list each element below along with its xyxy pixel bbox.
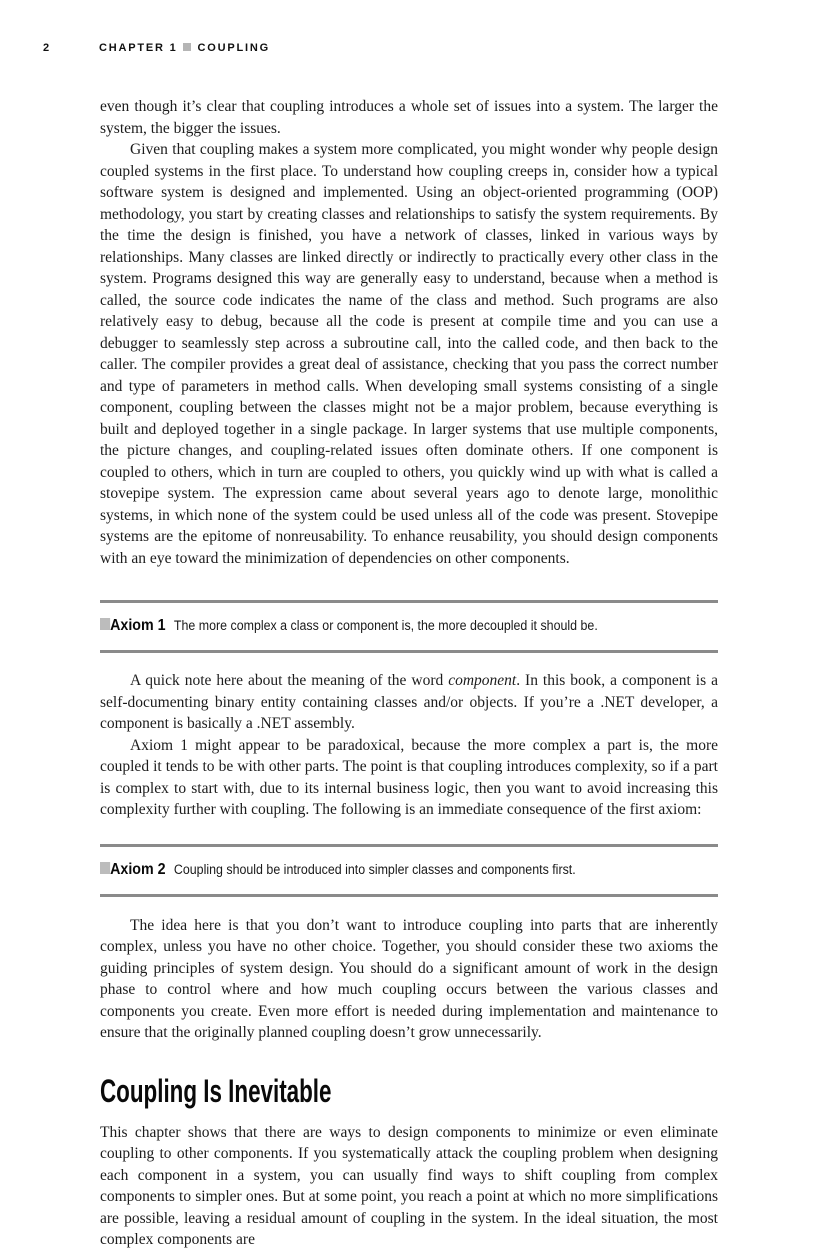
paragraph-chapter: This chapter shows that there are ways to design components to minimize or even eliminate coupling to other components. If you systematically attack the coupling problem when designing each component in a system, you can usually find ways to shift coupling from complex components to simpler ones. But at some point, you reach a point at which no more simplifications are possible, leaving a residual amount of coupling in the system. In the ideal situation, the most complex components are: [100, 1123, 718, 1248]
square-separator-icon: [183, 43, 191, 51]
axiom-square-icon: [100, 862, 110, 874]
chapter-label: CHAPTER 1: [99, 42, 178, 54]
axiom-1-text: The more complex a class or component is, the more decoupled it should be.: [173, 618, 598, 633]
paragraph-paradox: Axiom 1 might appear to be paradoxical, because the more complex a part is, the more coupled it tends to be with other parts. The point is that coupling introduces complexity, so if a part is complex to start with, due to its internal business logic, then you want to avoid increasing this complexity further with coupling. The following is an immediate consequence of the first axiom:: [100, 736, 718, 818]
axiom-1-label: Axiom 1: [110, 617, 166, 634]
text-column: [100, 96, 718, 1251]
section-heading: Coupling Is Inevitable: [100, 1072, 332, 1109]
paragraph-given: Given that coupling makes a system more complicated, you might wonder why people design coupled systems in the first place. To understand how coupling creeps in, consider how a typical software system is designed and implemented. Using an object-oriented programming (OOP) methodology, you start by creating classes and relationships to satisfy the system requirements. By the time the design is finished, you have a network of classes, linked in various ways by relationships. Many classes are linked directly or indirectly to practically every other class in the system. Programs designed this way are generally easy to understand, because when a method is called, the source code indicates the name of the class and method. Such programs are also relatively easy to debug, because all the code is present at compile time and you can use a debugger to seamlessly step across a subroutine call, into the called code, and then back to the caller. The compiler provides a great deal of assistance, checking that you pass the correct number and type of parameters in method calls. When developing small systems consisting of a single component, coupling between the classes might not be a major problem, because everything is built and deployed together in a single package. In larger systems that use multiple components, the picture changes, and coupling-related issues often dominate others. If one component is coupled to others, which in turn are coupled to others, you quickly wind up with what is called a stovepipe system. The expression came about several years ago to denote large, monolithic systems, in which none of the system could be used unless all of the code was present. Stovepipe systems are the epitome of nonreusability. To enhance reusability, you should design components with an eye toward the minimization of dependencies on other components.: [100, 141, 718, 567]
paragraph-note: [100, 670, 718, 735]
axiom-2-box: [100, 844, 718, 897]
book-title-label: COUPLING: [197, 42, 271, 54]
axiom-1-line: [100, 603, 718, 650]
page-number: 2: [43, 42, 51, 54]
chapter-header: [99, 42, 270, 54]
axiom-2-text: Coupling should be introduced into simpler classes and components first.: [173, 861, 576, 877]
paragraph-note-post: . In this book, a component is a self-documenting binary entity containing classes and/or objects. If you’re a .NET developer, a component is basically a .NET assembly.: [100, 672, 718, 732]
rule-bottom: [100, 650, 718, 653]
axiom-square-icon: [100, 618, 110, 630]
axiom-2-line: [100, 847, 718, 894]
axiom-2-label: Axiom 2: [110, 860, 166, 878]
paragraph-note-emphasis: component: [448, 672, 517, 689]
axiom-1-box: [100, 600, 718, 653]
rule-bottom: [100, 894, 718, 897]
paragraph-note-pre: A quick note here about the meaning of the word: [130, 672, 449, 689]
paragraph-idea: The idea here is that you don’t want to introduce coupling into parts that are inherently complex, unless you have no other choice. Together, you should consider these two axioms the guiding principles of system design. You should do a significant amount of work in the design phase to control where and how much coupling occurs between the various classes and components you create. Even more effort is needed during implementation and maintenance to ensure that the originally planned coupling doesn’t grow unnecessarily.: [100, 916, 718, 1041]
paragraph-intro: even though it’s clear that coupling introduces a whole set of issues into a system. The larger the system, the bigger the issues.: [100, 98, 718, 137]
